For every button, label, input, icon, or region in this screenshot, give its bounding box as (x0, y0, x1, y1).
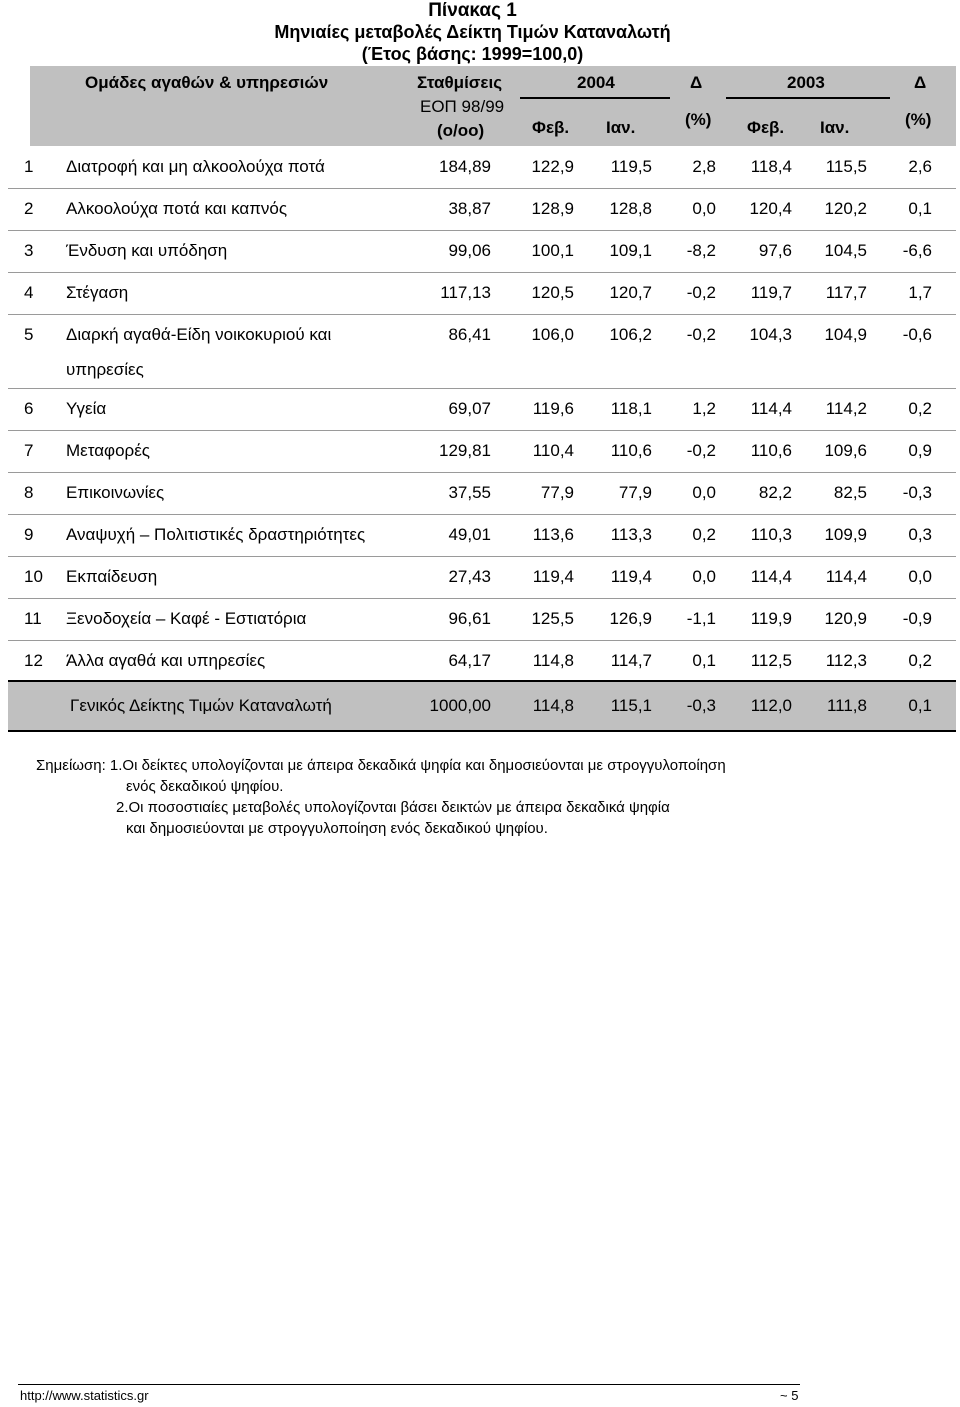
cell-feb-2003: 118,4 (750, 157, 792, 176)
cell-weight: 184,89 (439, 157, 491, 176)
cell-jan-2004: 106,2 (609, 325, 652, 344)
cell-feb-2004: 106,0 (531, 325, 574, 344)
total-jan-2004: 115,1 (610, 696, 652, 715)
row-label: Υγεία (66, 399, 107, 418)
total-delta-2004: -0,3 (686, 696, 716, 715)
cell-feb-2004: 77,9 (540, 483, 574, 502)
cell-delta-2003: 0,9 (908, 441, 932, 460)
cell-jan-2003: 115,5 (825, 157, 867, 176)
header-jan-2003: Ιαν. (820, 118, 850, 137)
cell-jan-2003: 120,9 (824, 609, 867, 628)
row-label: Εκπαίδευση (66, 567, 158, 586)
cell-delta-2004: -0,2 (686, 441, 716, 460)
table-title: Μηνιαίες μεταβολές Δείκτη Τιμών Καταναλωτή (274, 22, 671, 42)
row-label: Μεταφορές (66, 441, 150, 460)
cell-jan-2003: 82,5 (833, 483, 867, 502)
note-1-line-2: ενός δεκαδικού ψηφίου. (126, 778, 284, 795)
row-number: 8 (24, 483, 34, 502)
row-label-continued: υπηρεσίες (66, 360, 144, 379)
cell-weight: 37,55 (448, 483, 491, 502)
cell-feb-2003: 114,4 (750, 567, 792, 586)
cell-jan-2003: 120,2 (824, 199, 867, 218)
cell-delta-2004: -8,2 (686, 241, 716, 260)
cell-feb-2003: 120,4 (749, 199, 792, 218)
cell-delta-2003: 0,2 (908, 651, 932, 670)
cell-delta-2004: 1,2 (692, 399, 716, 418)
cell-feb-2004: 119,4 (532, 567, 574, 586)
table-row (8, 314, 956, 389)
cell-jan-2003: 104,9 (824, 325, 867, 344)
cell-feb-2004: 120,5 (531, 283, 574, 302)
cell-jan-2004: 128,8 (609, 199, 652, 218)
table-row (8, 640, 956, 680)
row-number: 2 (24, 199, 34, 218)
header-feb-2004: Φεβ. (532, 118, 570, 137)
cell-jan-2004: 126,9 (609, 609, 652, 628)
cell-weight: 69,07 (448, 399, 491, 418)
cell-feb-2004: 125,5 (531, 609, 574, 628)
note-2-line-1: 2.Οι ποσοστιαίες μεταβολές υπολογίζονται βάσει δεικτών με άπειρα δεκαδικά ψηφία (116, 799, 670, 816)
total-delta-2003: 0,1 (908, 696, 932, 715)
cell-jan-2003: 109,6 (824, 441, 867, 460)
cell-jan-2004: 110,6 (610, 441, 652, 460)
cell-weight: 27,43 (448, 567, 491, 586)
cell-weight: 117,13 (440, 283, 491, 302)
cell-jan-2004: 109,1 (609, 241, 652, 260)
cell-jan-2004: 118,1 (610, 399, 652, 418)
table-row (8, 514, 956, 557)
cell-weight: 96,61 (448, 609, 491, 628)
total-feb-2004: 114,8 (532, 696, 574, 715)
header-weights-1: Σταθμίσεις (417, 73, 503, 92)
cell-feb-2003: 110,6 (750, 441, 792, 460)
row-number: 12 (24, 651, 43, 670)
row-label: Ένδυση και υπόδηση (66, 241, 228, 260)
row-number: 11 (24, 609, 42, 628)
cell-jan-2004: 77,9 (618, 483, 652, 502)
cell-jan-2003: 104,5 (824, 241, 867, 260)
cell-feb-2003: 82,2 (758, 483, 792, 502)
row-number: 9 (24, 525, 34, 544)
row-label: Άλλα αγαθά και υπηρεσίες (66, 651, 266, 670)
cell-feb-2004: 113,6 (532, 525, 574, 544)
cell-jan-2004: 119,4 (610, 567, 652, 586)
cell-weight: 99,06 (448, 241, 491, 260)
total-weight: 1000,00 (429, 696, 491, 715)
row-label: Διατροφή και μη αλκοολούχα ποτά (66, 157, 325, 176)
cell-feb-2003: 112,5 (750, 651, 792, 670)
table-row (8, 472, 956, 515)
cell-delta-2004: 0,0 (692, 483, 716, 502)
cell-weight: 38,87 (448, 199, 491, 218)
table-row (8, 598, 956, 641)
cell-delta-2003: -0,6 (902, 325, 932, 344)
cell-jan-2003: 114,2 (825, 399, 867, 418)
note-1-line-1: Σημείωση: 1.Οι δείκτες υπολογίζονται με άπειρα δεκαδικά ψηφία και δημοσιεύονται με στρογγυλοποίηση (36, 757, 726, 774)
cell-jan-2004: 114,7 (610, 651, 652, 670)
cell-delta-2003: 2,6 (908, 157, 932, 176)
row-number: 3 (24, 241, 34, 260)
cell-feb-2004: 100,1 (531, 241, 574, 260)
row-label: Αναψυχή – Πολιτιστικές δραστηριότητες (66, 525, 366, 544)
cell-delta-2003: 0,0 (908, 567, 932, 586)
cell-delta-2004: 0,1 (692, 651, 716, 670)
row-label: Αλκοολούχα ποτά και καπνός (66, 199, 288, 218)
footer-divider (18, 1384, 800, 1385)
row-number: 10 (24, 567, 43, 586)
table-row (8, 430, 956, 473)
table-row (8, 556, 956, 599)
cell-feb-2003: 104,3 (749, 325, 792, 344)
table-row (8, 146, 956, 189)
row-number: 6 (24, 399, 34, 418)
table-row (8, 272, 956, 315)
footer-page-number: ~ 5 (780, 1388, 799, 1403)
cell-feb-2003: 110,3 (750, 525, 792, 544)
footer-url[interactable]: http://www.statistics.gr (20, 1388, 149, 1403)
header-groups: Ομάδες αγαθών & υπηρεσιών (85, 73, 329, 92)
cell-weight: 49,01 (448, 525, 491, 544)
header-delta-2003: Δ (914, 73, 927, 92)
row-label: Διαρκή αγαθά-Είδη νοικοκυριού και (66, 325, 332, 344)
cell-delta-2004: -1,1 (686, 609, 716, 628)
total-feb-2003: 112,0 (750, 696, 792, 715)
cell-jan-2004: 120,7 (609, 283, 652, 302)
total-row (8, 680, 956, 732)
cell-delta-2003: 0,1 (908, 199, 932, 218)
header-pct-2004: (%) (685, 110, 712, 129)
cell-feb-2004: 110,4 (532, 441, 574, 460)
table-number: Πίνακας 1 (428, 0, 517, 21)
cell-delta-2004: -0,2 (686, 283, 716, 302)
row-number: 4 (24, 283, 34, 302)
cell-delta-2004: -0,2 (686, 325, 716, 344)
cell-feb-2004: 119,6 (532, 399, 574, 418)
cell-delta-2003: 0,3 (908, 525, 932, 544)
total-jan-2003: 111,8 (826, 696, 867, 715)
header-rule-2004 (520, 97, 670, 99)
cell-delta-2004: 0,0 (692, 567, 716, 586)
cell-feb-2003: 119,7 (750, 283, 792, 302)
cell-jan-2003: 109,9 (824, 525, 867, 544)
table-row (8, 388, 956, 431)
row-number: 1 (24, 157, 34, 176)
cell-jan-2004: 113,3 (610, 525, 652, 544)
header-feb-2003: Φεβ. (747, 118, 785, 137)
header-weights-2: ΕΟΠ 98/99 (420, 97, 505, 116)
cell-delta-2003: 1,7 (908, 283, 932, 302)
table-subtitle: (Έτος βάσης: 1999=100,0) (361, 44, 584, 64)
cell-feb-2003: 114,4 (750, 399, 792, 418)
cell-weight: 129,81 (439, 441, 491, 460)
cell-weight: 64,17 (448, 651, 491, 670)
cell-delta-2004: 0,2 (692, 525, 716, 544)
cell-feb-2003: 97,6 (758, 241, 792, 260)
row-number: 5 (24, 325, 34, 344)
table-row (8, 188, 956, 231)
header-jan-2004: Ιαν. (606, 118, 636, 137)
header-year-2004: 2004 (577, 73, 615, 92)
cell-delta-2003: -6,6 (902, 241, 932, 260)
cell-feb-2004: 114,8 (532, 651, 574, 670)
cell-feb-2003: 119,9 (750, 609, 792, 628)
row-number: 7 (24, 441, 34, 460)
total-label: Γενικός Δείκτης Τιμών Καταναλωτή (70, 696, 332, 715)
row-label: Ξενοδοχεία – Καφέ - Εστιατόρια (66, 609, 307, 628)
cell-jan-2004: 119,5 (610, 157, 652, 176)
cell-delta-2003: -0,3 (902, 483, 932, 502)
header-delta-2004: Δ (690, 73, 703, 92)
note-2-line-2: και δημοσιεύονται με στρογγυλοποίηση ενός δεκαδικού ψηφίου. (126, 820, 548, 837)
cell-jan-2003: 117,7 (825, 283, 867, 302)
header-weights-3: (ο/οο) (437, 121, 485, 140)
cell-feb-2004: 122,9 (531, 157, 574, 176)
cell-delta-2004: 0,0 (692, 199, 716, 218)
table-row (8, 230, 956, 273)
cell-jan-2003: 112,3 (825, 651, 867, 670)
cell-delta-2004: 2,8 (692, 157, 716, 176)
cell-delta-2003: -0,9 (902, 609, 932, 628)
cell-weight: 86,41 (448, 325, 491, 344)
row-label: Επικοινωνίες (66, 483, 165, 502)
header-pct-2003: (%) (905, 110, 932, 129)
header-year-2003: 2003 (787, 73, 825, 92)
header-rule-2003 (726, 97, 890, 99)
cell-jan-2003: 114,4 (825, 567, 867, 586)
cell-delta-2003: 0,2 (908, 399, 932, 418)
cell-feb-2004: 128,9 (531, 199, 574, 218)
row-label: Στέγαση (66, 283, 129, 302)
